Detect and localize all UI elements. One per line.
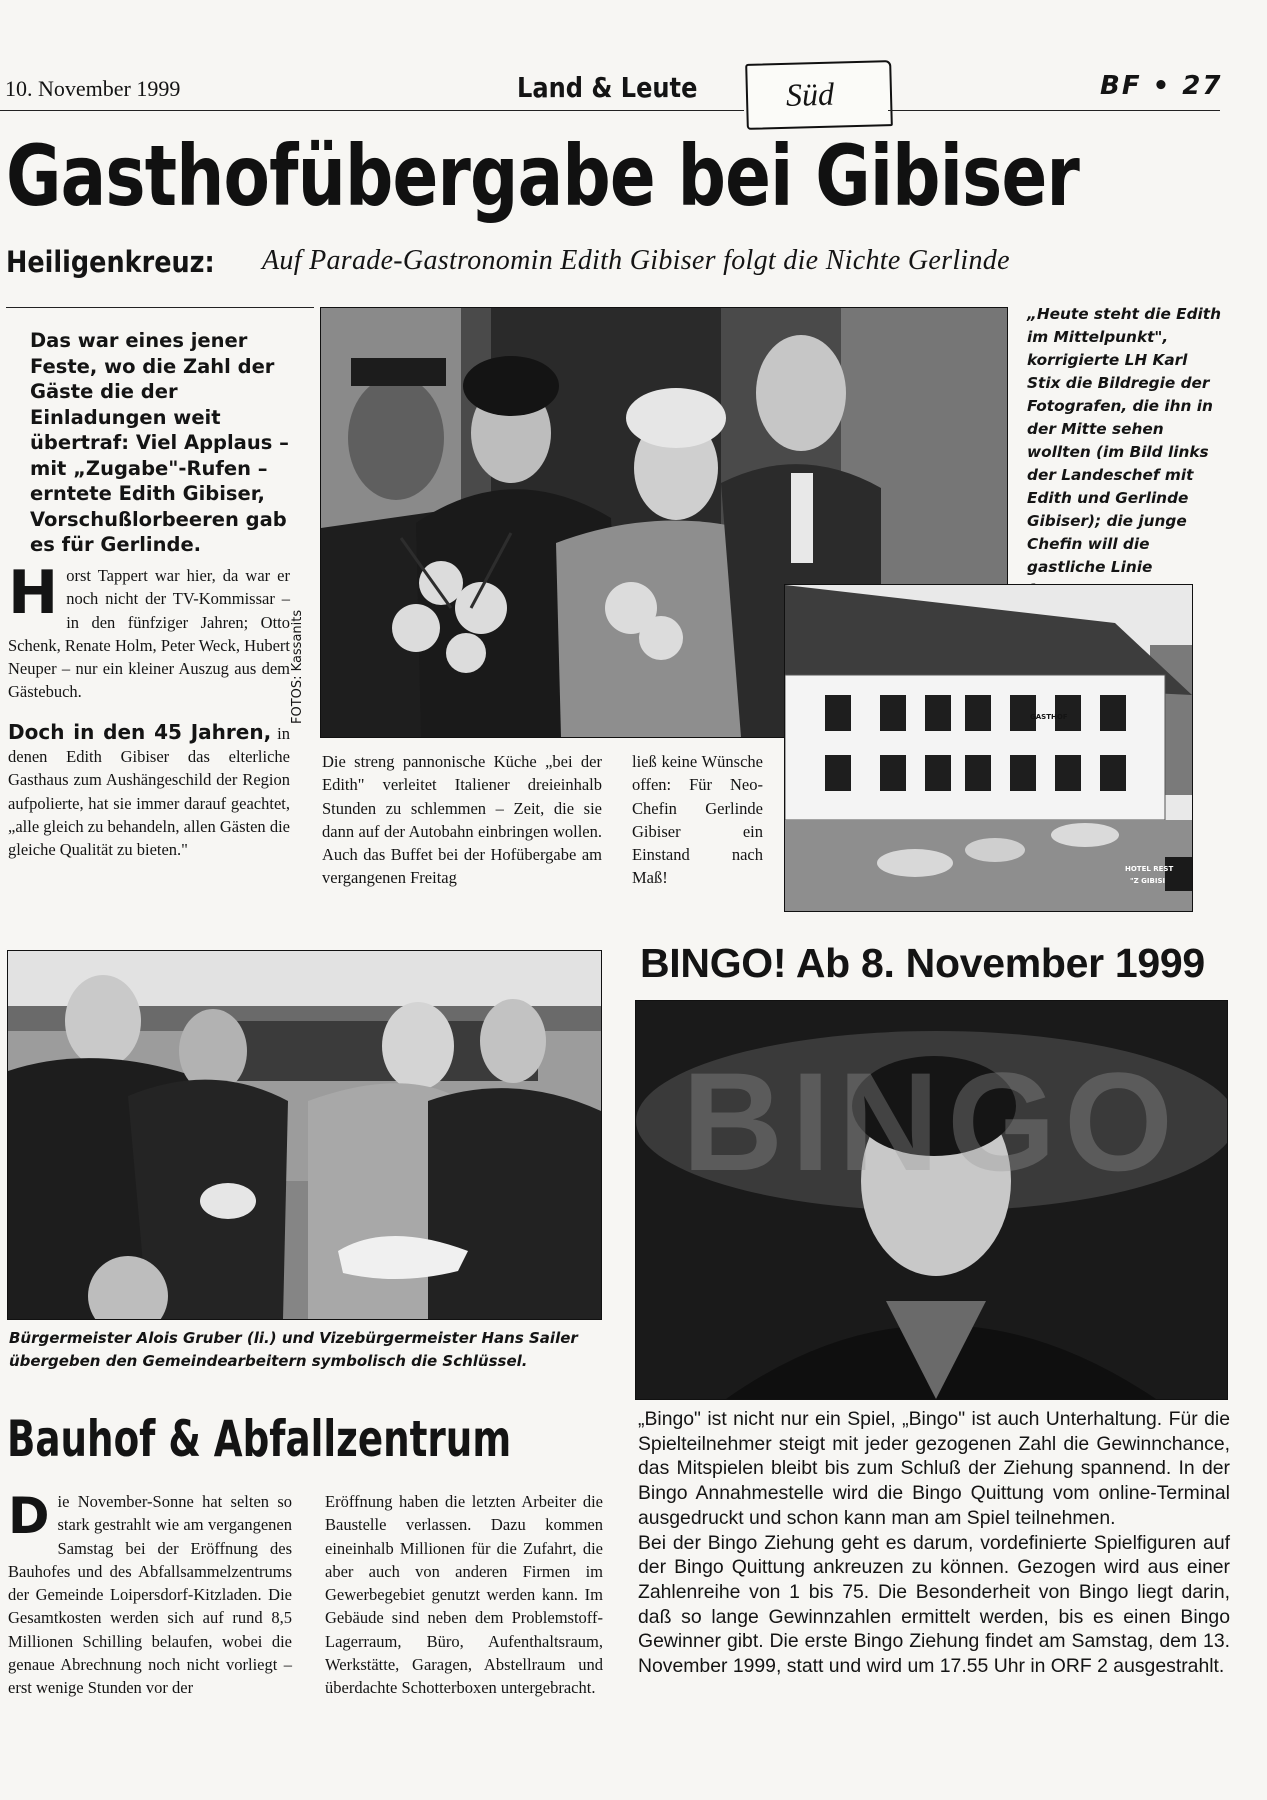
body-para-2-lead: Doch in den 45 Jahren, [8,719,272,744]
drop-cap: H [8,558,59,628]
section-name: Land & Leute [517,71,698,104]
bingo-para-1: „Bingo" ist nicht nur ein Spiel, „Bingo" ist auch Unterhaltung. Für die Spielteilnehmer steigt mit jeder gezogenen Zahl die Gewinnchance, das Mitspielen bleibt bis zum Schluß der Ziehung spannend. In der Bingo Annahmestelle wird die Bingo Quittung vom online-Terminal ausgedruckt und schon kann man am Spiel teilnehmen. [638,1408,1230,1529]
issue-date: 10. November 1999 [5,76,181,101]
photo-caption-bauhof: Bürgermeister Alois Gruber (li.) und Vizebürgermeister Hans Sailer übergeben den Gemeindearbeitern symbolisch die Schlüssel. [9,1329,578,1370]
article2-body-text: ie November-Sonne hat selten so stark gestrahlt wie am vergangenen Samstag bei der Eröffnung des Bauhofes und des Abfallsammelzentrums der Gemeinde Loipersdorf-Kitzladen. Die Gesamtkosten werden sich auf rund 8,5 Millionen Schilling belaufen, wobei die genaue Abrechnung noch nicht vorliegt – erst wenige Stunden vor der [8,1492,292,1698]
article2-body-col2: Eröffnung haben die letzten Arbeiter die Baustelle verlassen. Dazu kommen eineinhalb Millionen für die Zufahrt, die aber auch von anderen Firmen im Gewerbegebiet genutzt werden kann. Im Gebäude sind neben dem Problemstoff-Lagerraum, Büro, Aufenthaltsraum, Werkstätte, Garagen, Abstellraum und überdachte Schotterboxen untergebracht. [325,1492,603,1698]
drop-cap-2: D [8,1487,50,1545]
header-rule-right [888,110,1220,111]
page-number: BF • 27 [1100,71,1223,101]
bingo-backdrop-text: BINGO [682,1043,1181,1200]
photo-caption-gibiser: „Heute steht die Edith im Mittelpunkt", korrigierte LH Karl Stix die Bildregie der Fotografen, die ihn in der Mitte sehen wollten (im Bild links der Landeschef mit Edith und Gerlinde Gibiser); die junge Chefin will die gastliche Linie [1027,305,1221,576]
article-body-col1 [8,558,290,862]
photo-credit: FOTOS: Kassanits [290,609,305,724]
body-para-2: in denen Edith Gibiser das elterliche Gasthaus zum Aushängeschild der Region aufpolierte, hat sie immer darauf geachtet, „alle gleich zu behandeln, allen Gästen die gleiche Qualität zu bieten." [8,723,290,860]
article-subhead [6,245,1010,279]
building-sign: GASTHOF [1030,713,1068,721]
photo-bauhof-opening [7,950,602,1320]
road-sign-line2: "Z GIBISI [1130,877,1166,885]
bingo-para-2: Bei der Bingo Ziehung geht es darum, vordefinierte Spielfiguren auf der Bingo Quittung ankreuzen zu können. Gezogen wird aus einer Zahlenreihe von 1 bis 75. Die Besonderheit von Bingo liegt darin, daß so lange Gewinnzahlen ermittelt werden, bis es einen Bingo Gewinner gibt. Die erste Bingo Ziehung findet am Samstag, dem 13. November 1999, statt und wird um 17.55 Uhr in ORF 2 ausgestrahlt. [638,1531,1230,1678]
region-label: Süd [785,75,835,113]
article2-headline: Bauhof & Abfallzentrum [7,1410,512,1468]
photo-gasthof-building [784,584,1193,912]
photo-bingo-host [635,1000,1228,1400]
kicker: Heiligenkreuz: [6,245,215,279]
article-body-col3: ließ keine Wünsche offen: Für Neo-Chefin Gerlinde Gibiser ein Einstand nach Maß! [632,752,763,888]
body-para-1: orst Tappert war hier, da war er noch nicht der TV-Kommissar – in den fünfziger Jahren; Otto Schenk, Renate Holm, Peter Weck, Hubert Neuper – nur ein kleiner Auszug aus dem Gästebuch. [8,566,290,702]
lead-paragraph: Das war eines jener Feste, wo die Zahl der Gäste die der Einladungen weit übertraf: Viel Applaus – mit „Zugabe"-Rufen – erntete Edith Gibiser, Vorschußlorbeeren gab es für Gerlinde. [30,329,289,556]
bingo-headline: BINGO! Ab 8. November 1999 [640,940,1205,986]
header-rule [0,110,744,111]
article-body-col2: Die streng pannonische Küche „bei der Edith" verleitet Italiener dreieinhalb Stunden zu schlemmen – Zeit, die sie dann auf der Autobahn einbringen wollen. Auch das Buffet bei der Hofübergabe am vergangenen Freitag [322,752,602,888]
article2-body-col1 [8,1487,292,1700]
lead-rule [6,307,314,308]
region-tag [745,60,893,130]
article-headline: Gasthofübergabe bei Gibiser [6,127,1079,225]
subhead-text: Auf Parade-Gastronomin Edith Gibiser folgt die Nichte Gerlinde [262,245,1010,276]
road-sign-line1: HOTEL REST [1125,865,1174,873]
bingo-body [638,1407,1230,1679]
